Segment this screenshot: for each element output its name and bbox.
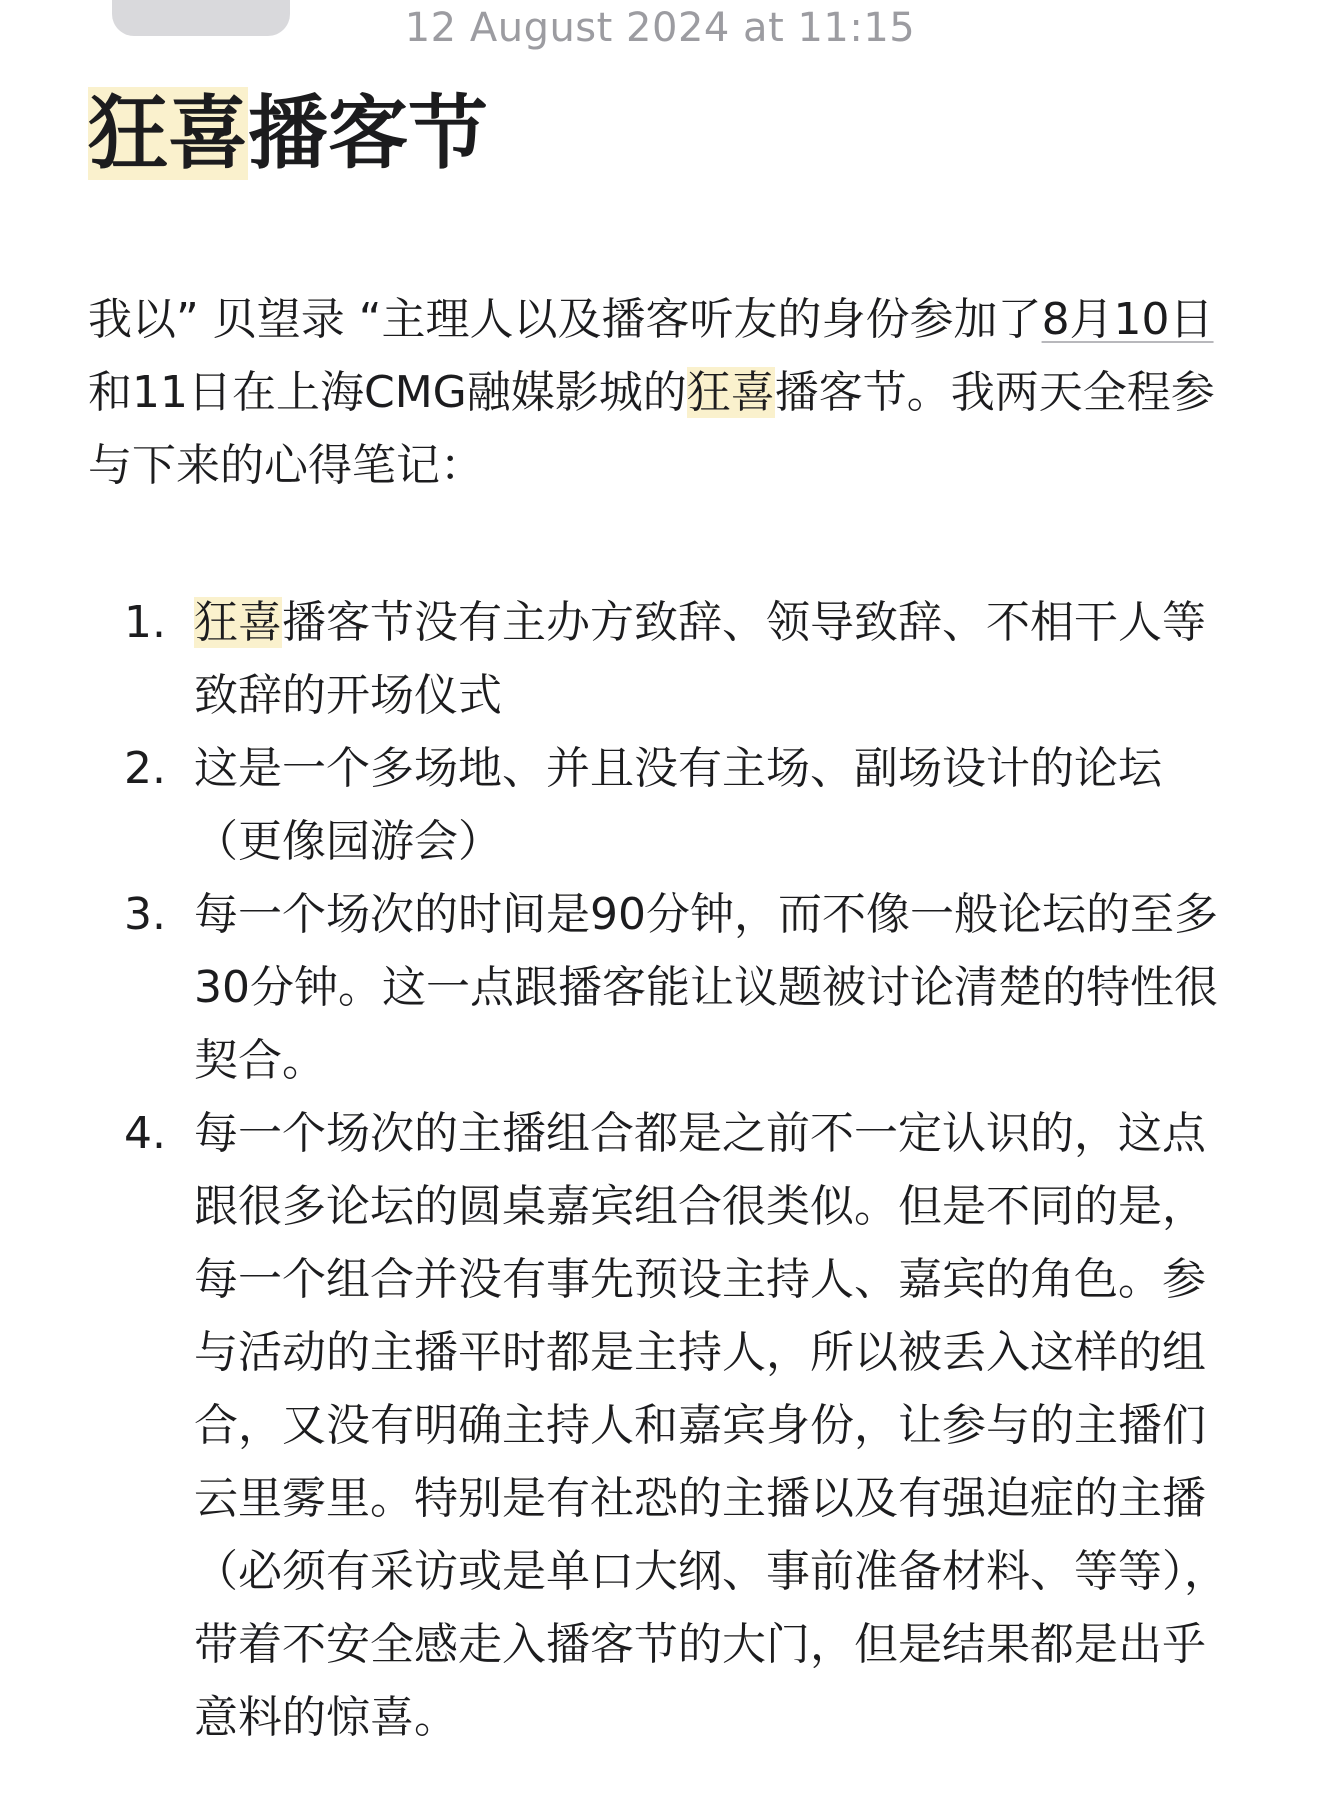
notes-list <box>88 586 1238 1754</box>
list-item <box>88 586 1238 732</box>
list-number: 2. <box>124 743 166 794</box>
note-title <box>88 86 488 182</box>
intro-text-1: 我以” 贝望录 “主理人以及播客听友的身份参加了 <box>88 294 1042 345</box>
intro-paragraph <box>88 283 1228 502</box>
list-item-text: 播客节没有主办方致辞、领导致辞、不相干人等致辞的开场仪式 <box>194 597 1206 721</box>
list-item <box>88 732 1238 878</box>
title-text: 播客节 <box>248 87 488 180</box>
note-timestamp: 12 August 2024 at 11:15 <box>404 5 916 51</box>
list-item-text: 这是一个多场地、并且没有主场、副场设计的论坛（更像园游会） <box>194 743 1162 867</box>
list-item <box>88 1097 1238 1754</box>
list-item-text: 每一个场次的时间是90分钟，而不像一般论坛的至多30分钟。这一点跟播客能让议题被讨论清楚的特性很契合。 <box>194 889 1218 1086</box>
intro-text-2: 和11日在上海CMG融媒影城的 <box>88 367 687 418</box>
list-item <box>88 878 1238 1097</box>
intro-text-3: 播客节。我两天全程参与下来的心得笔记： <box>88 367 1215 491</box>
date-link[interactable]: 8月10日 <box>1041 294 1214 345</box>
list-number: 3. <box>124 889 166 940</box>
list-number: 4. <box>124 1108 166 1159</box>
title-highlight: 狂喜 <box>88 87 248 180</box>
list-item-text: 每一个场次的主播组合都是之前不一定认识的，这点跟很多论坛的圆桌嘉宾组合很类似。但是不同的是，每一个组合并没有事先预设主持人、嘉宾的角色。参与活动的主播平时都是主持人，所以被丢入这样的组合，又没有明确主持人和嘉宾身份，让参与的主播们云里雾里。特别是有社恐的主播以及有强迫症的主播（必须有采访或是单口大纲、事前准备材料、等等），带着不安全感走入播客节的大门，但是结果都是出乎意料的惊喜。 <box>194 1108 1228 1743</box>
intro-highlight: 狂喜 <box>686 367 775 418</box>
list-number: 1. <box>124 597 166 648</box>
item-highlight: 狂喜 <box>194 597 282 648</box>
